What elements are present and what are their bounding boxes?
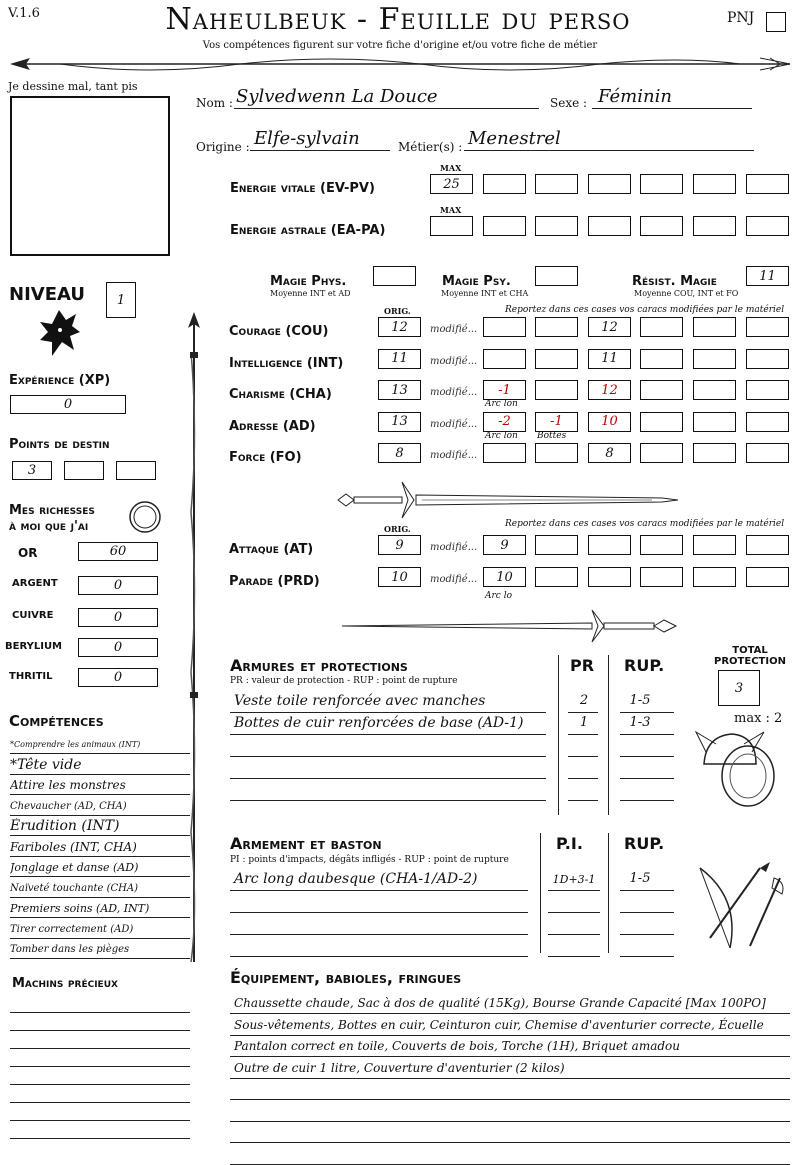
competence-item[interactable]: Fariboles (INT, CHA) [10,839,190,857]
armure-rup-line [620,734,674,735]
machins-title: Machins précieux [12,976,118,991]
machin-line[interactable] [10,1066,190,1067]
orig-label: ORIG. [384,306,411,316]
version-label: V.1.6 [8,6,40,21]
modifie-label: modifié... [430,324,478,335]
equipement-line [230,1142,790,1143]
sheet-subtitle: Vos compétences figurent sur votre fiche d'origine et/ou votre fiche de métier [202,40,598,51]
machin-line[interactable] [10,1084,190,1085]
ev-max-label: MAX [440,163,462,173]
nom-label: Nom : [196,96,233,110]
competence-item[interactable]: *Comprendre les animaux (INT) [10,736,190,754]
modifie-label: modifié... [430,387,478,398]
armure-line [230,800,546,801]
carac-mod-box[interactable]: -1 [483,380,526,400]
carac-mod-box[interactable] [746,443,789,463]
col-pi-label: P.I. [556,834,583,853]
machin-line[interactable] [10,1048,190,1049]
carac-mod-box[interactable] [640,380,683,400]
competence-item[interactable]: Érudition (INT) [10,818,190,836]
carac-mod-box[interactable] [640,349,683,369]
combat-mod-box[interactable] [746,535,789,555]
ev-box[interactable] [483,174,526,194]
armure-pr-line [568,734,598,735]
equipement-line-text[interactable]: Outre de cuir 1 litre, Couverture d'aventurier (2 kilos) [234,1060,565,1075]
sword-icon [332,478,682,522]
equipement-line-text[interactable]: Sous-vêtements, Bottes en cuir, Ceinturon cuir, Chemise d'aventurier correcte, Écuelle [234,1017,764,1032]
combat-note: Arc lo [485,591,512,601]
nom-value[interactable]: Sylvedwenn La Douce [236,86,438,107]
combat-reportez-note: Reportez dans ces cases vos caracs modifiées par le matériel [505,519,785,529]
carac-mod-box[interactable] [640,412,683,432]
armure-name[interactable]: Bottes de cuir renforcées de base (AD-1) [234,715,524,731]
col-pr-label: PR [570,656,595,675]
competence-item[interactable]: Jonglage et danse (AD) [10,859,190,877]
pnj-label: PNJ [727,10,755,26]
carac-orig-box[interactable]: 8 [378,443,421,463]
ev-box[interactable] [588,174,631,194]
ea-box[interactable] [588,216,631,236]
arme-pi-line [548,912,600,913]
ea-box[interactable] [693,216,736,236]
money-label: BERYLIUM [5,641,63,652]
resist-label: Résist. Magie [632,274,717,289]
sexe-label: Sexe : [550,96,588,110]
money-label: CUIVRE [12,610,54,621]
resist-box[interactable]: 11 [746,266,789,286]
combat-mod-box[interactable]: 10 [483,567,526,587]
equipement-line [230,1121,790,1122]
money-box[interactable]: 0 [78,668,158,687]
carac-orig-box[interactable]: 13 [378,412,421,432]
xp-box[interactable]: 0 [10,395,126,414]
arme-line [230,890,528,891]
carac-label: Intelligence (INT) [229,355,344,371]
sword-icon [342,608,682,644]
armure-pr-line [568,712,598,713]
money-box[interactable]: 60 [78,542,158,561]
arrow-divider-icon [0,54,800,78]
carac-note: Arc lon [485,430,518,441]
combat-mod-box[interactable] [588,567,631,587]
carac-mod-box[interactable] [746,412,789,432]
combat-mod-box[interactable] [693,567,736,587]
combat-mod-box[interactable] [640,535,683,555]
metier-label: Métier(s) : [398,140,463,154]
niveau-box[interactable]: 1 [106,282,136,318]
armure-pr-line [568,800,598,801]
carac-mod-box[interactable] [693,443,736,463]
combat-orig-label: ORIG. [384,524,411,534]
magie-psy-label: Magie Psy. [442,274,511,289]
portrait-caption: Je dessine mal, tant pis [8,80,138,93]
armure-rup-line [620,756,674,757]
combat-orig-box[interactable]: 9 [378,535,421,555]
combat-mod-box[interactable] [746,567,789,587]
equipement-line [230,1099,790,1100]
dragon-icon [34,304,84,362]
ev-box[interactable] [693,174,736,194]
niveau-label: NIVEAU [9,284,85,305]
pnj-checkbox[interactable] [766,12,786,32]
carac-mod-box[interactable] [693,412,736,432]
competence-item[interactable]: Chevaucher (AD, CHA) [10,798,190,816]
carac-note: Bottes [537,430,567,441]
carac-label: Courage (COU) [229,324,329,339]
carac-mod-box[interactable] [693,380,736,400]
carac-mod-box[interactable] [535,317,578,337]
armure-pr[interactable]: 1 [579,715,589,730]
modifie-label: modifié... [430,450,478,461]
armure-pr-line [568,756,598,757]
modifie-label: modifié... [430,574,478,585]
ev-box[interactable] [640,174,683,194]
portrait-box[interactable] [10,96,170,256]
money-box[interactable]: 0 [78,576,158,595]
xp-label: Expérience (XP) [9,373,111,388]
money-box[interactable]: 0 [78,608,158,627]
magie-psy-box[interactable] [535,266,578,286]
col-rup-label: RUP. [624,656,665,675]
money-label: ARGENT [12,578,58,589]
carac-mod-box[interactable]: 12 [588,317,631,337]
carac-mod-box[interactable] [483,443,526,463]
carac-mod-box[interactable]: 12 [588,380,631,400]
equipement-line-text[interactable]: Pantalon correct en toile, Couverts de bois, Torche (1H), Briquet amadou [234,1039,681,1053]
arme-pi-line [548,890,600,891]
competence-item[interactable]: Attire les monstres [10,777,190,795]
armure-rup[interactable]: 1-5 [629,693,651,708]
equipement-line [230,1035,790,1036]
carac-mod-box[interactable] [483,349,526,369]
machin-line[interactable] [10,1102,190,1103]
arme-pi-line [548,934,600,935]
metier-value[interactable]: Menestrel [468,128,561,149]
arme-rup-line [620,934,674,935]
modifie-label: modifié... [430,418,478,430]
ev-box[interactable] [535,174,578,194]
total-protection-box[interactable]: 3 [718,670,760,706]
arme-line [230,956,528,957]
ea-box[interactable] [640,216,683,236]
carac-mod-box[interactable] [746,317,789,337]
destin-box[interactable]: 3 [12,461,52,480]
armures-title: Armures et protections [230,656,408,675]
arme-pi-line [548,956,600,957]
magie-phys-sub: Moyenne INT et AD [270,289,351,298]
armement-title: Armement et baston [230,834,382,853]
ea-label: Energie astrale (EA-PA) [230,223,386,238]
coin-icon [128,500,162,534]
equipement-line [230,1013,790,1014]
competences-title: Compétences [9,712,104,730]
carac-orig-box[interactable]: 11 [378,349,421,369]
carac-mod-box[interactable] [693,317,736,337]
armure-rup[interactable]: 1-3 [629,715,651,730]
armure-line [230,712,546,713]
destin-box[interactable] [116,461,156,480]
col-rup-label-2: RUP. [624,834,665,853]
sexe-value[interactable]: Féminin [598,86,672,107]
competence-item[interactable]: Tomber dans les pièges [10,941,190,959]
armure-line [230,778,546,779]
magie-psy-sub: Moyenne INT et CHA [441,289,529,298]
max-note: max : 2 [734,711,783,726]
resist-sub: Moyenne COU, INT et FO [634,289,739,298]
carac-mod-box[interactable] [535,380,578,400]
carac-mod-box[interactable]: -2 [483,412,526,432]
carac-mod-box[interactable] [640,443,683,463]
ev-label: Energie vitale (EV-PV) [230,181,375,196]
competence-item[interactable]: Premiers soins (AD, INT) [10,900,190,918]
armure-pr[interactable]: 2 [579,693,589,708]
carac-mod-box[interactable] [746,380,789,400]
carac-mod-box[interactable] [535,349,578,369]
armement-sub: PI : points d'impacts, dégâts infligés - RUP : point de rupture [230,855,509,865]
armure-rup-line [620,778,674,779]
armure-name[interactable]: Veste toile renforcée avec manches [234,693,486,709]
armure-line [230,734,546,735]
carac-note: Arc lon [485,399,518,409]
money-box[interactable]: 0 [78,638,158,657]
ev-box[interactable] [746,174,789,194]
carac-mod-box[interactable] [746,349,789,369]
carac-mod-box[interactable]: 11 [588,349,631,369]
magie-phys-box[interactable] [373,266,416,286]
ea-max-label: MAX [440,205,462,215]
equipement-line-text[interactable]: Chaussette chaude, Sac à dos de qualité (15Kg), Bourse Grande Capacité [Max 100PO] [234,996,766,1010]
modifie-label: modifié... [430,542,478,553]
machin-line[interactable] [10,1120,190,1121]
ev-max-box[interactable]: 25 [430,174,473,194]
modifie-label: modifié... [430,355,478,367]
ea-box[interactable] [535,216,578,236]
total-protection-label: TOTAL PROTECTION [714,645,786,667]
helmet-shield-icon [692,724,782,810]
combat-mod-box[interactable]: 9 [483,535,526,555]
ea-box[interactable] [746,216,789,236]
reportez-note: Reportez dans ces cases vos caracs modifiées par le matériel [505,305,785,315]
machin-line[interactable] [10,1138,190,1139]
competence-item[interactable]: Naïveté touchante (CHA) [10,880,190,898]
arme-rup-line [620,890,674,891]
equipement-title: Équipement, babioles, fringues [230,968,462,987]
combat-orig-box[interactable]: 10 [378,567,421,587]
equipement-line [230,1164,790,1165]
competence-item[interactable]: Tirer correctement (AD) [10,921,190,939]
carac-mod-box[interactable] [483,317,526,337]
arme-rup[interactable]: 1-5 [629,871,651,886]
armure-pr-line [568,778,598,779]
combat-label: Parade (PRD) [229,574,320,589]
money-label: OR [18,546,38,560]
carac-orig-box[interactable]: 12 [378,317,421,337]
carac-mod-box[interactable] [693,349,736,369]
carac-mod-box[interactable]: -1 [535,412,578,432]
magie-phys-label: Magie Phys. [270,274,347,289]
combat-mod-box[interactable] [640,567,683,587]
ea-box[interactable] [483,216,526,236]
combat-mod-box[interactable] [693,535,736,555]
equipement-line [230,1078,790,1079]
arme-line [230,934,528,935]
armure-rup-line [620,800,674,801]
combat-label: Attaque (AT) [229,542,314,557]
combat-mod-box[interactable] [535,567,578,587]
arme-line [230,912,528,913]
richesses-label: Mes richesses [9,503,95,518]
carac-mod-box[interactable] [535,443,578,463]
competence-item[interactable]: *Tête vide [10,757,190,775]
carac-mod-box[interactable]: 8 [588,443,631,463]
arme-rup-line [620,912,674,913]
destin-box[interactable] [64,461,104,480]
combat-mod-box[interactable] [535,535,578,555]
armures-sub: PR : valeur de protection - RUP : point de rupture [230,676,458,686]
equipement-line [230,1056,790,1057]
machin-line[interactable] [10,1030,190,1031]
carac-label: Charisme (CHA) [229,387,332,402]
combat-mod-box[interactable] [588,535,631,555]
weapons-icon [690,858,790,954]
armure-rup-line [620,712,674,713]
ea-max-box[interactable] [430,216,473,236]
carac-mod-box[interactable] [640,317,683,337]
arme-rup-line [620,956,674,957]
sheet-title: Naheulbeuk - Feuille du perso [165,2,631,37]
destin-label: Points de destin [9,437,110,452]
money-label: THRITIL [9,671,53,682]
richesses-label-2: à moi que j'ai [9,519,89,534]
carac-label: Force (FO) [229,450,302,465]
carac-orig-box[interactable]: 13 [378,380,421,400]
carac-label: Adresse (AD) [229,418,316,434]
arme-pi[interactable]: 1D+3-1 [552,873,596,886]
origine-label: Origine : [196,140,250,154]
armure-line [230,756,546,757]
machin-line[interactable] [10,1012,190,1013]
origine-value[interactable]: Elfe-sylvain [254,128,360,149]
carac-mod-box[interactable]: 10 [588,412,631,432]
arme-name[interactable]: Arc long daubesque (CHA-1/AD-2) [234,871,478,887]
